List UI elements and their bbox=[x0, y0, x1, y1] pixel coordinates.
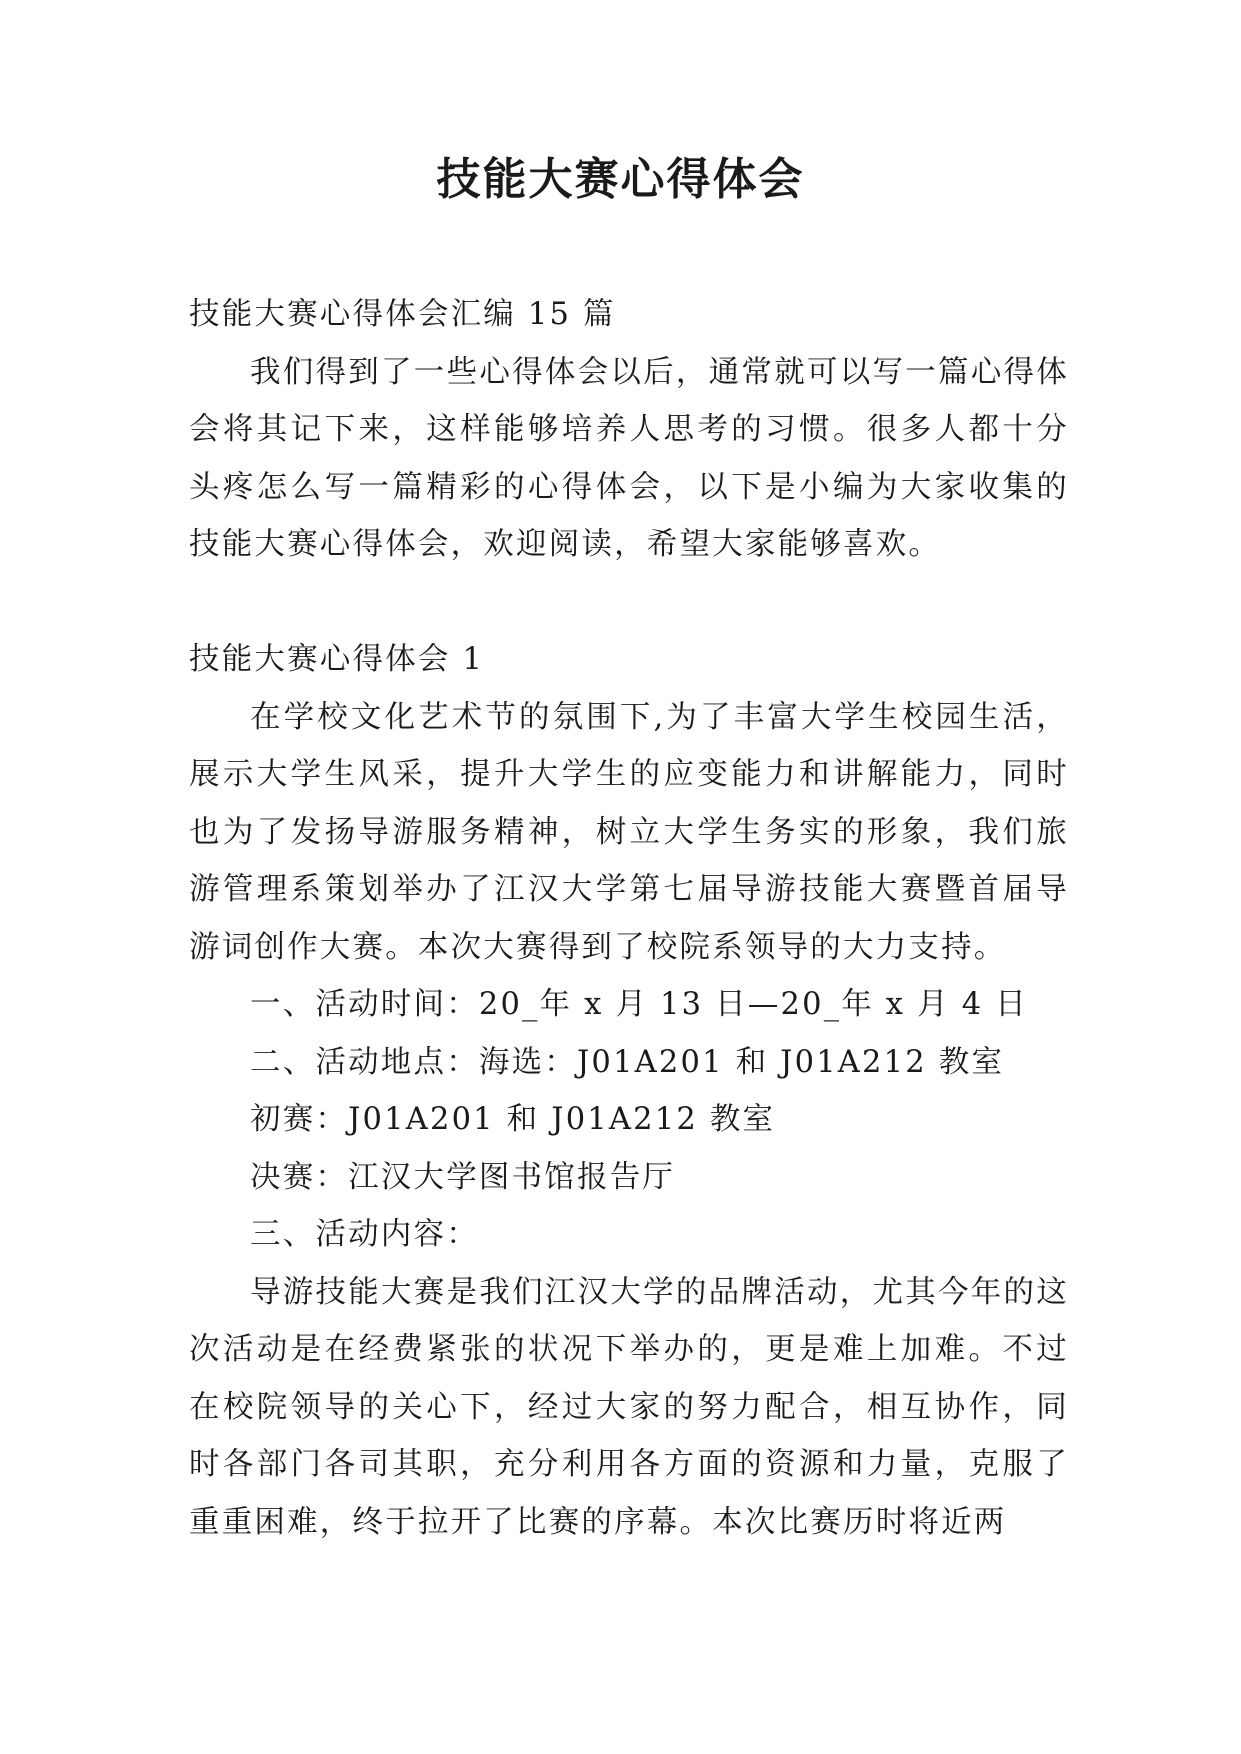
section-paragraph: 在学校文化艺术节的氛围下,为了丰富大学生校园生活，展示大学生风采，提升大学生的应变能力和讲解能力，同时也为了发扬导游服务精神，树立大学生务实的形象，我们旅游管理系策划举办了江汉大学第七届导游技能大赛暨首届导游词创作大赛。本次大赛得到了校院系领导的大力支持。 bbox=[189, 699, 1069, 965]
activity-preliminary: 初赛：J01A201 和 J01A212 教室 bbox=[250, 1102, 776, 1137]
activity-location: 二、活动地点：海选：J01A201 和 J01A212 教室 bbox=[250, 1044, 1005, 1080]
section-paragraph: 导游技能大赛是我们江汉大学的品牌活动，尤其今年的这次活动是在经费紧张的状况下举办的，更是难上加难。不过在校院领导的关心下，经过大家的努力配合，相互协作，同时各部门各司其职，充分利用各方面的资源和力量，克服了重重困难，终于拉开了比赛的序幕。本次比赛历时将近两 bbox=[189, 1274, 1069, 1540]
activity-content-heading: 三、活动内容： bbox=[250, 1217, 479, 1252]
document-title: 技能大赛心得体会 bbox=[436, 154, 805, 205]
document-subtitle: 技能大赛心得体会汇编 15 篇 bbox=[189, 297, 616, 332]
intro-paragraph: 我们得到了一些心得体会以后，通常就可以写一篇心得体会将其记下来，这样能够培养人思考的习惯。很多人都十分头疼怎么写一篇精彩的心得体会，以下是小编为大家收集的技能大赛心得体会，欢迎阅读，希望大家能够喜欢。 bbox=[189, 354, 1069, 562]
activity-time: 一、活动时间：20_年 x 月 13 日—20_年 x 月 4 日 bbox=[250, 987, 1028, 1022]
paragraph-gap bbox=[189, 574, 1069, 632]
activity-final: 决赛：江汉大学图书馆报告厅 bbox=[250, 1159, 676, 1195]
document-body bbox=[189, 286, 1069, 1551]
section-heading: 技能大赛心得体会 1 bbox=[189, 642, 485, 677]
